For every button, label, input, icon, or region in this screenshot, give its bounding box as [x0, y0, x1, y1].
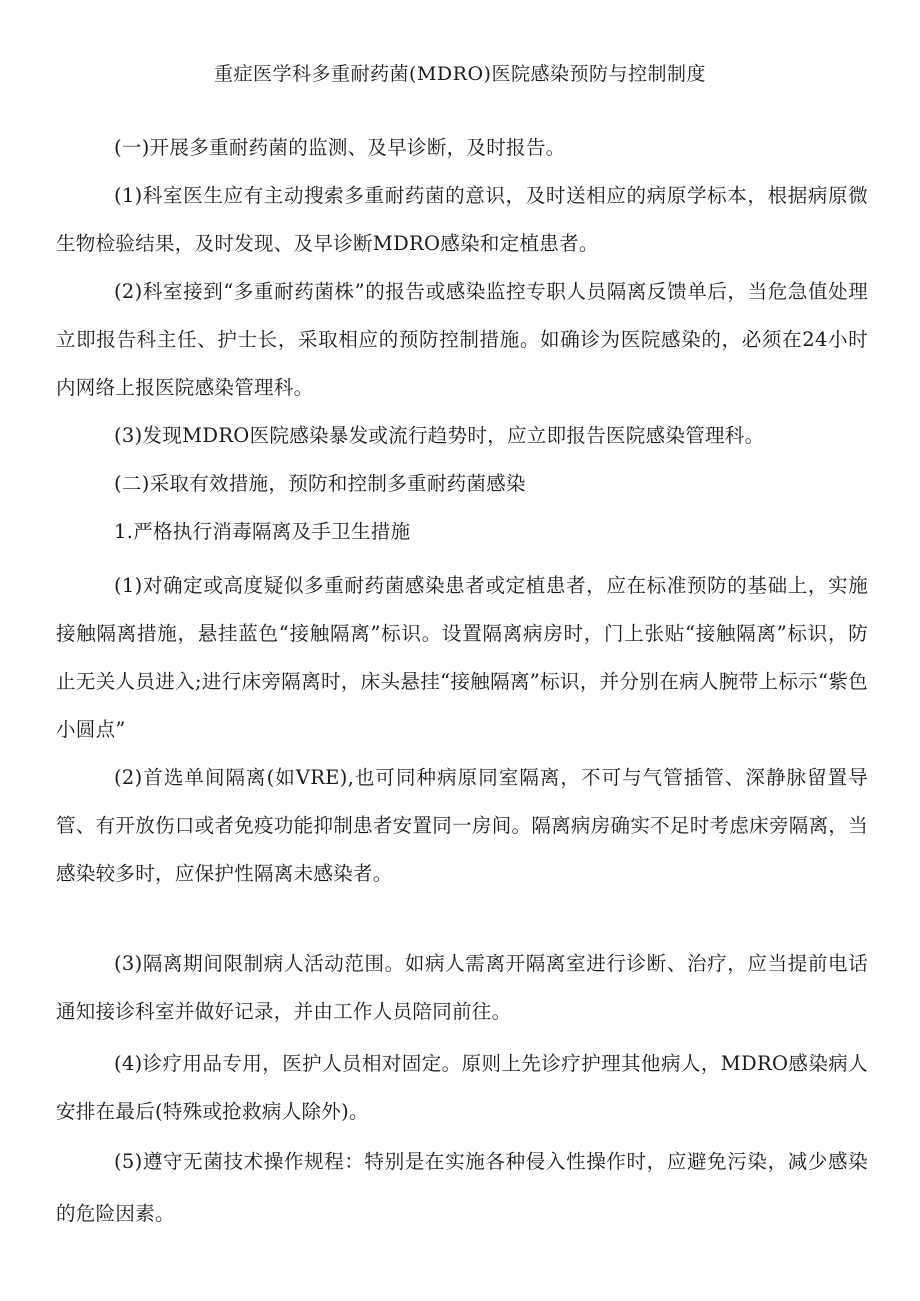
- paragraph-section-1-heading: (一)开展多重耐药菌的监测、及早诊断，及时报告。: [114, 135, 566, 159]
- paragraph-subsection-1-heading: 1.严格执行消毒隔离及手卫生措施: [114, 519, 411, 543]
- paragraph-dedicated-equipment: (4)诊疗用品专用，医护人员相对固定。原则上先诊疗护理其他病人，MDRO感染病人安排在最后(特殊或抢救病人除外)。: [56, 1051, 868, 1123]
- paragraph-activity-restriction: (3)隔离期间限制病人活动范围。如病人需离开隔离室进行诊断、治疗，应当提前电话通知接诊科室并做好记录，并由工作人员陪同前往。: [56, 951, 868, 1023]
- paragraph-contact-isolation: (1)对确定或高度疑似多重耐药菌感染患者或定植患者，应在标准预防的基础上，实施接触隔离措施，悬挂蓝色“接触隔离”标识。设置隔离病房时，门上张贴“接触隔离”标识，防止无关人员进入;进行床旁隔离时，床头悬挂“接触隔离”标识，并分别在病人腕带上标示“紫色小圆点”: [56, 573, 868, 741]
- paragraph-active-search: (1)科室医生应有主动搜索多重耐药菌的意识，及时送相应的病原学标本，根据病原微生物检验结果，及时发现、及早诊断MDRO感染和定植患者。: [56, 183, 868, 255]
- paragraph-outbreak-report: (3)发现MDRO医院感染暴发或流行趋势时，应立即报告医院感染管理科。: [114, 423, 765, 447]
- paragraph-aseptic-technique: (5)遵守无菌技术操作规程：特别是在实施各种侵入性操作时，应避免污染，减少感染的危险因素。: [56, 1149, 868, 1225]
- paragraph-section-2-heading: (二)采取有效措施，预防和控制多重耐药菌感染: [114, 471, 526, 495]
- document-title: 重症医学科多重耐药菌(MDRO)医院感染预防与控制制度: [214, 63, 706, 85]
- paragraph-report-handling: (2)科室接到“多重耐药菌株”的报告或感染监控专职人员隔离反馈单后，当危急值处理立即报告科主任、护士长，采取相应的预防控制措施。如确诊为医院感染的，必须在24小时内网络上报医院感染管理科。: [56, 279, 868, 399]
- paragraph-single-room-isolation: (2)首选单间隔离(如VRE),也可同种病原同室隔离，不可与气管插管、深静脉留置导管、有开放伤口或者免疫功能抑制患者安置同一房间。隔离病房确实不足时考虑床旁隔离，当感染较多时，应保护性隔离未感染者。: [56, 765, 868, 885]
